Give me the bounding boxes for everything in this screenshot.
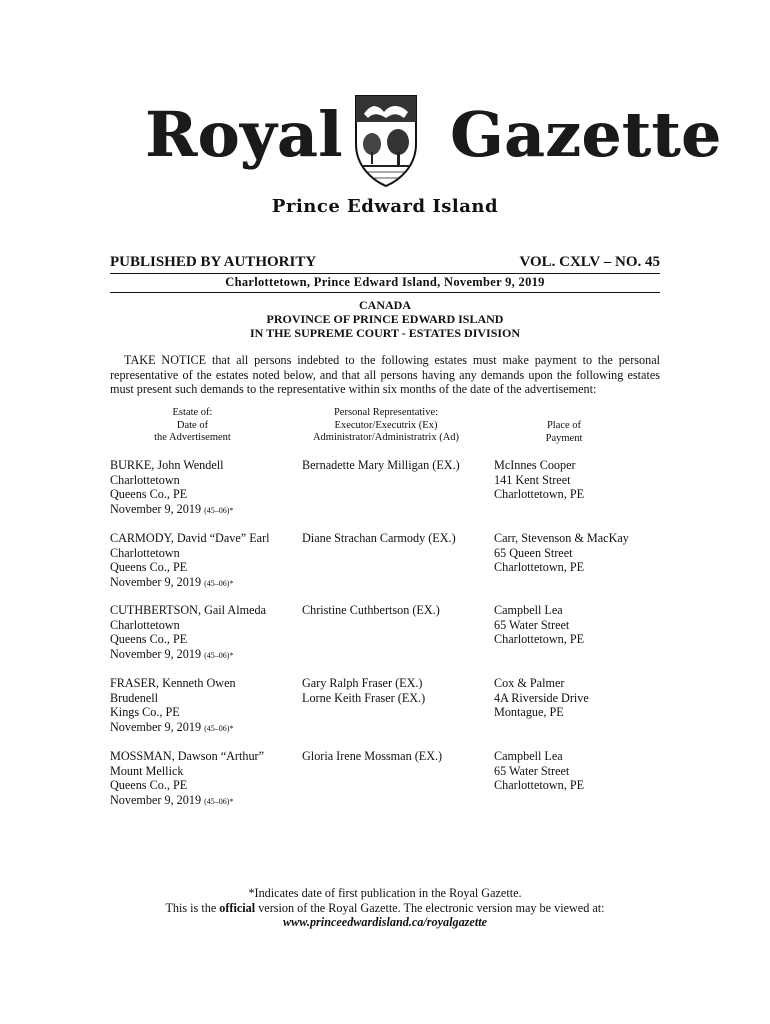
column-header-place [504, 420, 624, 445]
notice-paragraph: TAKE NOTICE that all persons indebted to the following estates must make payment to the personal representative of the estates noted below, and that all persons having any demands upon the following estates must present such demands to the representative within six months of the date of the advertisement: [110, 353, 660, 396]
estate-name: BURKE, John Wendell [110, 458, 224, 472]
representative-column [302, 458, 482, 473]
estate-date [110, 502, 290, 519]
estate-date [110, 575, 290, 592]
estate-name: MOSSMAN, Dawson “Arthur” [110, 749, 265, 763]
court-heading [110, 298, 660, 340]
estate-column [110, 676, 290, 736]
estate-town: Charlottetown [110, 472, 180, 487]
place-street: 65 Queen Street [494, 545, 573, 560]
place-column [494, 603, 664, 647]
estate-column [110, 458, 290, 518]
masthead-subtitle: Prince Edward Island [271, 196, 499, 217]
place-street: 141 Kent Street [494, 472, 571, 487]
estate-column [110, 749, 290, 809]
representative-column [302, 676, 482, 705]
place-firm: McInnes Cooper [494, 458, 576, 472]
estate-county: Kings Co., PE [110, 705, 180, 720]
estate-name: CARMODY, David “Dave” Earl [110, 531, 270, 545]
representative-name: Gloria Irene Mossman (EX.) [302, 749, 443, 763]
court-line-3: IN THE SUPREME COURT - ESTATES DIVISION [249, 326, 521, 340]
place-firm: Campbell Lea [494, 603, 563, 617]
column-header-representative [296, 407, 476, 445]
place-column [494, 531, 664, 575]
footer-text: This is the [165, 900, 220, 915]
column-header-line: Place of [546, 420, 582, 431]
footer-url-link[interactable]: www.princeedwardisland.ca/royalgazette [282, 915, 488, 929]
volume-number: VOL. CXLV – NO. 45 [519, 254, 660, 270]
advertisement-date: November 9, 2019 [110, 719, 202, 734]
place-firm: Carr, Stevenson & MacKay [494, 531, 629, 545]
publication-code: (45–06)* [204, 796, 234, 806]
court-line-2: PROVINCE OF PRINCE EDWARD ISLAND [266, 312, 504, 326]
column-header-line: the Advertisement [154, 432, 231, 443]
publication-code: (45–06)* [204, 505, 234, 515]
column-header-line: Executor/Executrix (Ex) [334, 419, 438, 431]
place-street: 4A Riverside Drive [494, 690, 589, 705]
footer-first-publication-note: *Indicates date of first publication in the Royal Gazette. [248, 886, 522, 900]
estate-town: Charlottetown [110, 617, 180, 632]
publication-code: (45–06)* [204, 723, 234, 733]
advertisement-date: November 9, 2019 [110, 501, 202, 516]
estate-county: Queens Co., PE [110, 778, 188, 793]
publication-code: (45–06)* [204, 578, 234, 588]
representative-column [302, 749, 482, 764]
footer [110, 886, 660, 930]
place-city: Charlottetown, PE [494, 560, 585, 575]
divider [110, 292, 660, 293]
estate-date [110, 647, 290, 664]
place-city: Charlottetown, PE [494, 632, 585, 647]
column-header-line: Payment [545, 432, 583, 444]
place-column [494, 676, 664, 720]
estate-name: FRASER, Kenneth Owen [110, 676, 236, 690]
place-street: 65 Water Street [494, 763, 570, 778]
advertisement-date: November 9, 2019 [110, 792, 202, 807]
estate-name: CUTHBERTSON, Gail Almeda [110, 603, 267, 617]
representative-name: Bernadette Mary Milligan (EX.) [302, 458, 460, 472]
place-column [494, 749, 664, 793]
coat-of-arms-icon [350, 92, 422, 188]
representative-name: Diane Strachan Carmody (EX.) [302, 531, 456, 545]
column-header-estate [130, 407, 255, 445]
dateline: Charlottetown, Prince Edward Island, November 9, 2019 [225, 275, 545, 289]
advertisement-date: November 9, 2019 [110, 574, 202, 589]
estate-county: Queens Co., PE [110, 560, 188, 575]
publication-code: (45–06)* [204, 650, 234, 660]
estate-county: Queens Co., PE [110, 487, 188, 502]
place-street: 65 Water Street [494, 617, 570, 632]
place-city: Montague, PE [494, 705, 564, 720]
estate-date [110, 793, 290, 810]
place-column [494, 458, 664, 502]
authority-bar [110, 254, 660, 274]
court-line-1: CANADA [359, 298, 411, 312]
published-by-authority: PUBLISHED BY AUTHORITY [110, 254, 317, 270]
representative-name: Christine Cuthbertson (EX.) [302, 603, 440, 617]
footer-text: version of the Royal Gazette. The electronic version may be viewed at: [255, 900, 605, 915]
estate-town: Charlottetown [110, 545, 180, 560]
estate-town: Brudenell [110, 690, 159, 705]
column-header-line: Date of [176, 419, 209, 431]
column-header-line: Estate of: [172, 407, 213, 418]
estate-column [110, 603, 290, 663]
representative-name: Lorne Keith Fraser (EX.) [302, 690, 426, 705]
footer-official-note [110, 901, 660, 916]
estate-town: Mount Mellick [110, 763, 184, 778]
estate-county: Queens Co., PE [110, 632, 188, 647]
masthead-gazette: Gazette [450, 98, 722, 171]
representative-column [302, 603, 482, 618]
estate-date [110, 720, 290, 737]
representative-column [302, 531, 482, 546]
estate-column [110, 531, 290, 591]
masthead [0, 92, 770, 192]
place-city: Charlottetown, PE [494, 778, 585, 793]
column-header-line: Personal Representative: [333, 407, 439, 418]
place-firm: Campbell Lea [494, 749, 563, 763]
place-city: Charlottetown, PE [494, 487, 585, 502]
representative-name: Gary Ralph Fraser (EX.) [302, 676, 423, 690]
place-firm: Cox & Palmer [494, 676, 565, 690]
column-header-line: Administrator/Administratrix (Ad) [312, 432, 460, 443]
footer-official-word: official [219, 900, 256, 915]
masthead-royal: Royal [145, 98, 343, 171]
advertisement-date: November 9, 2019 [110, 646, 202, 661]
